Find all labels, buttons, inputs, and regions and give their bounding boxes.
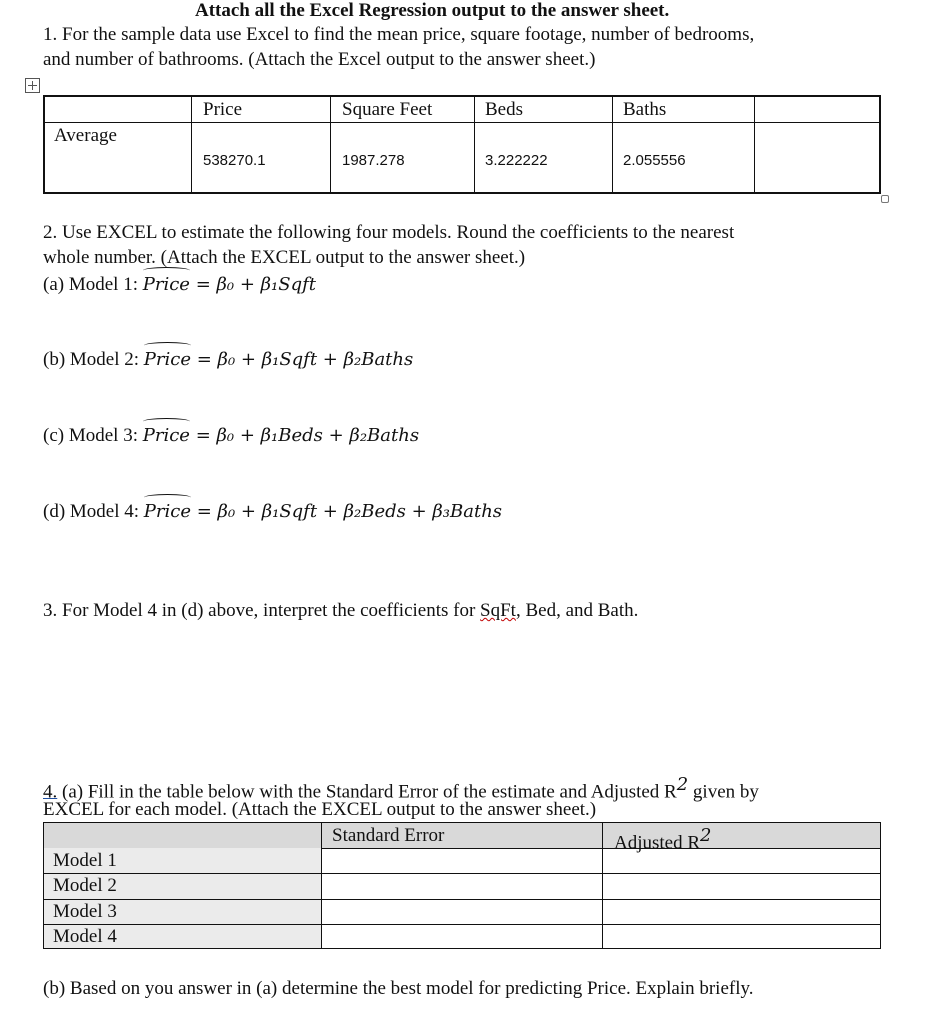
header-price: Price	[203, 99, 243, 120]
header-adjusted-r2: Adjusted $R^2$	[614, 825, 712, 854]
row-label-model-2: Model 2	[53, 875, 117, 896]
row-label-model-1: Model 1	[53, 850, 117, 871]
model-4-equation: (d) Model 4: Price = β₀ + β₁Sqft + β₂Beds + β₃Baths	[43, 501, 503, 522]
model-1-equation: (a) Model 1: Price = β₀ + β₁Sqft	[43, 274, 317, 295]
table-resize-handle-icon[interactable]	[881, 195, 889, 203]
model-3-equation: (c) Model 3: Price = β₀ + β₁Beds + β₂Baths	[43, 425, 420, 446]
header-square-feet: Square Feet	[342, 99, 433, 120]
model-2-equation: (b) Model 2: Price = β₀ + β₁Sqft + β₂Baths	[43, 349, 414, 370]
q1-text-line2: and number of bathrooms. (Attach the Excel output to the answer sheet.)	[43, 49, 596, 70]
page-heading: Attach all the Excel Regression output to the answer sheet.	[195, 0, 670, 21]
average-beds-value[interactable]: 3.222222	[485, 152, 548, 169]
model-fit-table	[43, 822, 881, 949]
q4-text-line2: EXCEL for each model. (Attach the EXCEL output to the answer sheet.)	[43, 799, 597, 820]
header-beds: Beds	[485, 99, 523, 120]
header-baths: Baths	[623, 99, 667, 120]
q1-text-line1: 1. For the sample data use Excel to find the mean price, square footage, number of bedrooms,	[43, 24, 755, 45]
table-move-handle-icon[interactable]	[25, 78, 40, 93]
q4-part-b-text: (b) Based on you answer in (a) determine the best model for predicting Price. Explain briefly.	[43, 978, 754, 999]
q2-text-line2: whole number. (Attach the EXCEL output to the answer sheet.)	[43, 247, 526, 268]
average-baths-value[interactable]: 2.055556	[623, 152, 686, 169]
q3-text: 3. For Model 4 in (d) above, interpret the coefficients for SqFt, Bed, and Bath.	[43, 600, 639, 621]
header-standard-error: Standard Error	[332, 825, 445, 846]
spelling-flag[interactable]: SqFt	[480, 600, 516, 621]
row-label-model-3: Model 3	[53, 901, 117, 922]
q4-text-line1: 4. (a) Fill in the table below with the Standard Error of the estimate and Adjusted $R^2$ given by	[43, 774, 759, 803]
row-label-model-4: Model 4	[53, 926, 117, 947]
average-price-value[interactable]: 538270.1	[203, 152, 266, 169]
averages-table	[43, 95, 881, 194]
average-sqft-value[interactable]: 1987.278	[342, 152, 405, 169]
row-label-average: Average	[54, 125, 117, 146]
q2-text-line1: 2. Use EXCEL to estimate the following four models. Round the coefficients to the nearest	[43, 222, 735, 243]
